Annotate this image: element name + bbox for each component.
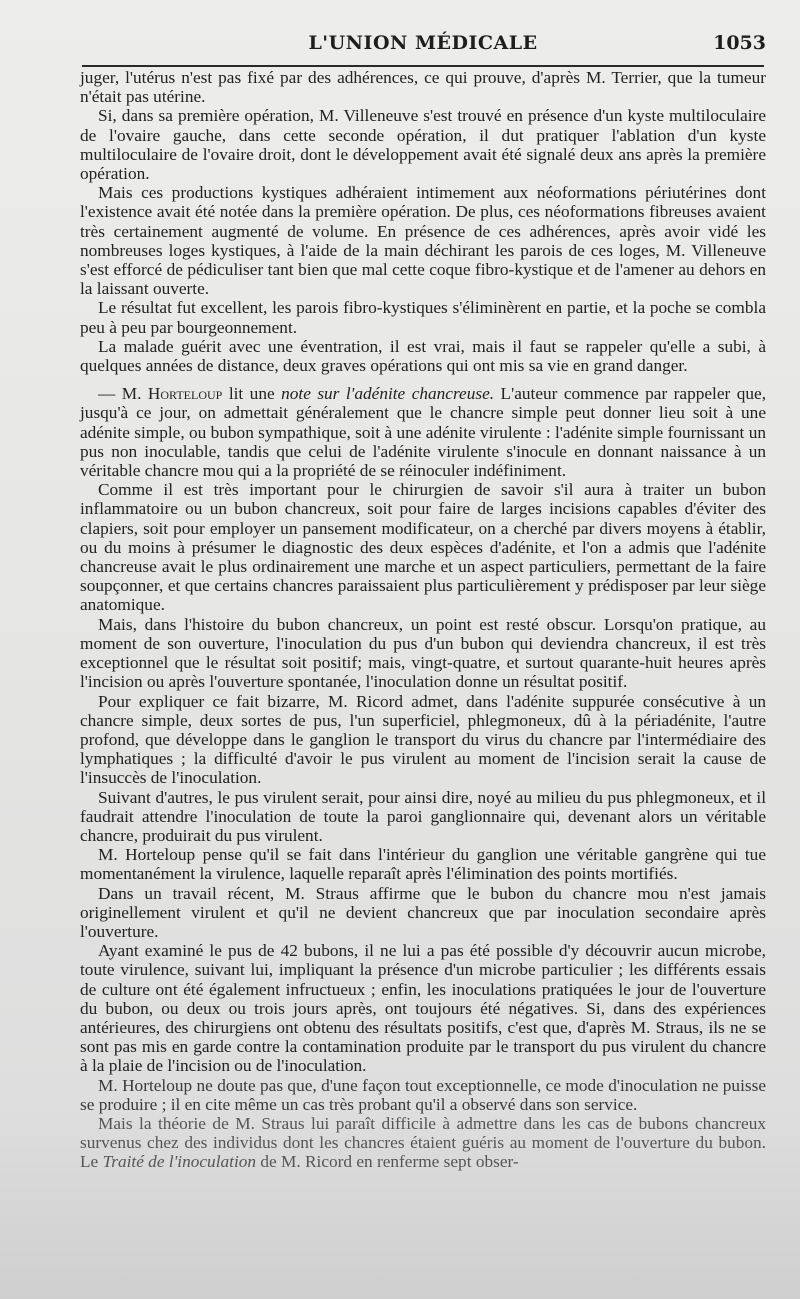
paragraph-text: L'auteur commence par rappeler que, jusqu'à ce jour, on admettait généralement que le chancre simple peut donner lieu soit à une adénite simple, ou bubon sympathique, soit à une adénite virulente : l'adénite simple fournissant un pus non inoculable, tandis que celui de l'adénite virulente s'inocule en donnant naissance à un véritable chancre mou qui a la propriété de se réinoculer indéfiniment. xyxy=(80,384,767,481)
paragraph-final xyxy=(80,1114,766,1172)
paragraph: Le résultat fut excellent, les parois fibro-kystiques s'éliminèrent en partie, et la poche se combla peu à peu par bourgeonnement. xyxy=(80,298,766,337)
paragraph: La malade guérit avec une éventration, il est vrai, mais il faut se rappeler qu'elle a subi, à quelques années de distance, deux graves opérations qui ont mis sa vie en grand danger. xyxy=(80,336,766,376)
paragraph: Pour expliquer ce fait bizarre, M. Ricord admet, dans l'adénite suppurée consécutive à un chancre simple, deux sortes de pus, l'un superficiel, phlegmoneux, dû à la périadénite, l'autre profond, que développe dans le ganglion le transport du virus du chancre par l'intermédiaire des lymphatiques ; la difficulté d'avoir le pus virulent au moment de l'incision serait la cause de l'insuccès de l'inoculation. xyxy=(80,691,766,788)
paragraph: Ayant examiné le pus de 42 bubons, il ne lui a pas été possible d'y découvrir aucun microbe, toute virulence, suivant lui, impliquant la présence d'un microbe particulier ; les différents essais de culture ont été également infructueux ; enfin, les inoculations pratiquées le jour de l'ouverture du bubon, ou deux ou trois jours après, ont toujours été négatives. Si, dans des expériences antérieures, des chirurgiens ont obtenu des résultats positifs, c'est que, d'après M. Straus, ils ne se sont pas mis en garde contre la contamination produite par le transport du pus virulent du chancre à la plaie de l'incision ou de l'inoculation. xyxy=(80,941,766,1076)
journal-title: L'UNION MÉDICALE xyxy=(308,32,538,54)
paragraph: Dans un travail récent, M. Straus affirme que le bubon du chancre mou n'est jamais originellement virulent et qu'il ne devient chancreux que par inoculation secondaire après l'ouverture. xyxy=(80,883,766,941)
paragraph: Mais ces productions kystiques adhéraient intimement aux néoformations périutérines dont l'existence avait été notée dans la première opération. De plus, ces néoformations fibreuses avaient très certainement augmenté de volume. En présence de ces adhérences, après avoir vidé les nombreuses loges kystiques, à l'aide de la main déchirant les parois de ces loges, M. Villeneuve s'est efforcé de pédiculiser tant bien que mal cette coque fibro-kystique et de l'amener au dehors en la laissant ouverte. xyxy=(80,183,766,299)
paragraph: Mais, dans l'histoire du bubon chancreux, un point est resté obscur. Lorsqu'on pratique, au moment de son ouverture, l'inoculation du pus d'un bubon qui deviendra chancreux, il est très exceptionnel que le résultat soit positif; mais, vingt-quatre, et surtout quarante-huit heures après l'incision ou après l'ouverture spontanée, l'inoculation donne un résultat positif. xyxy=(80,614,766,692)
verb-text: lit une xyxy=(228,384,275,404)
paragraph: Si, dans sa première opération, M. Villeneuve s'est trouvé en présence d'un kyste multiloculaire de l'ovaire gauche, dans cette seconde opération, il dut pratiquer l'ablation d'un kyste multiloculaire de l'ovaire droit, dont le développement avait été signalé deux ans après la première opération. xyxy=(80,106,766,184)
note-title: note sur l'adénite chancreuse. xyxy=(281,384,495,404)
paragraph: juger, l'utérus n'est pas fixé par des adhérences, ce qui prouve, d'après M. Terrier, que la tumeur n'était pas utérine. xyxy=(80,68,766,107)
paragraph-text: de M. Ricord en renferme sept obser- xyxy=(260,1152,519,1172)
paragraph: Suivant d'autres, le pus virulent serait, pour ainsi dire, noyé au milieu du pus phlegmoneux, et il faudrait attendre l'inoculation de toute la paroi ganglionnaire qui, devenant alors un véritable chancre, produirait du pus virulent. xyxy=(80,787,766,845)
header-rule xyxy=(82,65,764,67)
speaker-name: Horteloup xyxy=(147,384,223,404)
paragraph: M. Horteloup ne doute pas que, d'une façon tout exceptionnelle, ce mode d'inoculation ne puisse se produire ; il en cite même un cas très probant qu'il a observé dans son service. xyxy=(80,1075,766,1114)
paragraph-text: Mais la théorie de M. Straus lui paraît difficile à admettre dans les cas de bubons chancreux survenus chez des individus dont les chancres étaient guéris au moment de l'ouverture du bubon. Le xyxy=(80,1113,766,1172)
article-body xyxy=(80,68,766,1172)
page-number: 1053 xyxy=(713,32,766,54)
book-title: Traité de l'inoculation xyxy=(102,1152,257,1172)
paragraph: M. Horteloup pense qu'il se fait dans l'intérieur du ganglion une véritable gangrène qui tue momentanément la virulence, laquelle reparaît après l'élimination des points mortifiés. xyxy=(80,845,766,884)
paragraph-horteloup-note xyxy=(80,384,766,480)
paragraph: Comme il est très important pour le chirurgien de savoir s'il aura à traiter un bubon inflammatoire ou un bubon chancreux, soit pour faire de larges incisions capables d'éviter des clapiers, soit pour employer un pansement modificateur, on a cherché par divers moyens à établir, ou du moins à présumer le diagnostic des deux espèces d'adénite, et l'on a admis que l'adénite chancreuse avait le plus ordinairement une marche et un aspect particuliers, permettant de la faire soupçonner, et que certains chancres paraissaient plus particulièrement y prédisposer par leur siège anatomique. xyxy=(80,480,766,615)
running-header xyxy=(80,30,766,64)
dash-speaker: — M. xyxy=(98,384,142,404)
